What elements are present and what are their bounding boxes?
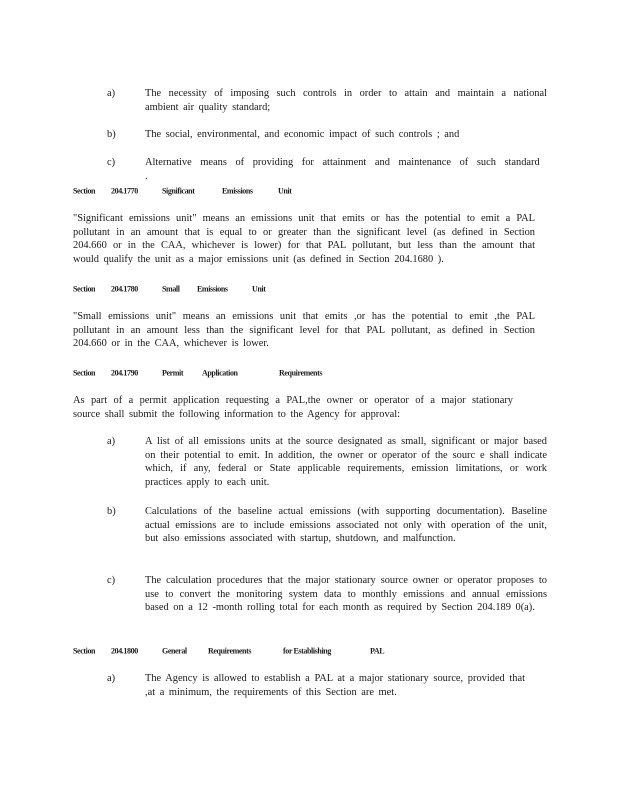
section-title-word: Requirements (208, 646, 252, 656)
section-number: 204.1790 (111, 368, 138, 378)
item-text: The calculation procedures that the major stationary source owner or operator proposes to use to convert the monitoring system data to monthly emissions and annual emissions based on a 12 -month rolling total for each month as required by Section 204.189 0(a). (145, 575, 547, 614)
section-number: 204.1770 (111, 186, 138, 196)
section-word: Section (73, 368, 96, 378)
item-text: The Agency is allowed to establish a PAL at a major stationary source, provided that ,at a minimum, the requirements of this Section are met. (145, 673, 525, 698)
section-title-word: Unit (278, 186, 292, 196)
item-text: The social, environmental, and economic impact of such controls ; and (145, 129, 460, 140)
section-title-word: for Establishing (283, 646, 331, 656)
item-label: c) (107, 575, 116, 586)
item-text: Calculations of the baseline actual emissions (with supporting documentation). Baseline actual emissions are to include emissions associated not only with operation of the unit, but also emissions associated with startup, shutdown, and malfunction. (145, 506, 547, 545)
section-title-word: General (162, 646, 187, 656)
item-text: A list of all emissions units at the source designated as small, significant or major based on their potential to emit. In addition, the owner or operator of the sourc e shall indicate which, if any, federal or State applicable requirements, emission limitations, or work practices apply to each unit. (145, 436, 547, 488)
section-title-word: Application (202, 368, 238, 378)
section-title-word: Requirements (279, 368, 323, 378)
section-number: 204.1780 (111, 284, 138, 294)
section-word: Section (73, 646, 96, 656)
item-label: b) (107, 129, 116, 140)
section-title-word: Emissions (197, 284, 228, 294)
section-word: Section (73, 284, 96, 294)
definition-paragraph-1780: "Small emissions unit" means an emissions unit that emits ,or has the potential to emit ,the PAL pollutant in an amount less than the significant level for that PAL pollutant, as defined in Section 204.660 or in the CAA, whichever is lower. (73, 311, 535, 350)
section-title-word: Small (162, 284, 180, 294)
item-label: c) (107, 157, 116, 168)
definition-paragraph-1770: "Significant emissions unit" means an emissions unit that emits or has the potential to emit a PAL pollutant in an amount that is equal to or greater than the significant level (as defined in Section 204.660 or in the CAA, whichever is lower) for that PAL pollutant, but less than the amount that would qualify the unit as a major emissions unit (as defined in Section 204.1680 ). (73, 213, 535, 265)
section-title-word: Permit (162, 368, 184, 378)
item-label: a) (107, 88, 116, 99)
section-title-word: PAL (370, 646, 385, 656)
section-title-word: Significant (162, 186, 195, 196)
section-word: Section (73, 186, 96, 196)
intro-paragraph-1790: As part of a permit application requesting a PAL,the owner or operator of a major stationary source shall submit the following information to the Agency for approval: (73, 395, 513, 420)
item-label: a) (107, 673, 116, 684)
section-title-word: Emissions (222, 186, 253, 196)
item-label: a) (107, 436, 116, 447)
item-text: Alternative means of providing for attainment and maintenance of such standard . (145, 157, 540, 182)
section-number: 204.1800 (111, 646, 138, 656)
item-text: The necessity of imposing such controls in order to attain and maintain a national ambient air quality standard; (145, 88, 547, 113)
section-title-word: Unit (252, 284, 266, 294)
item-label: b) (107, 506, 116, 517)
